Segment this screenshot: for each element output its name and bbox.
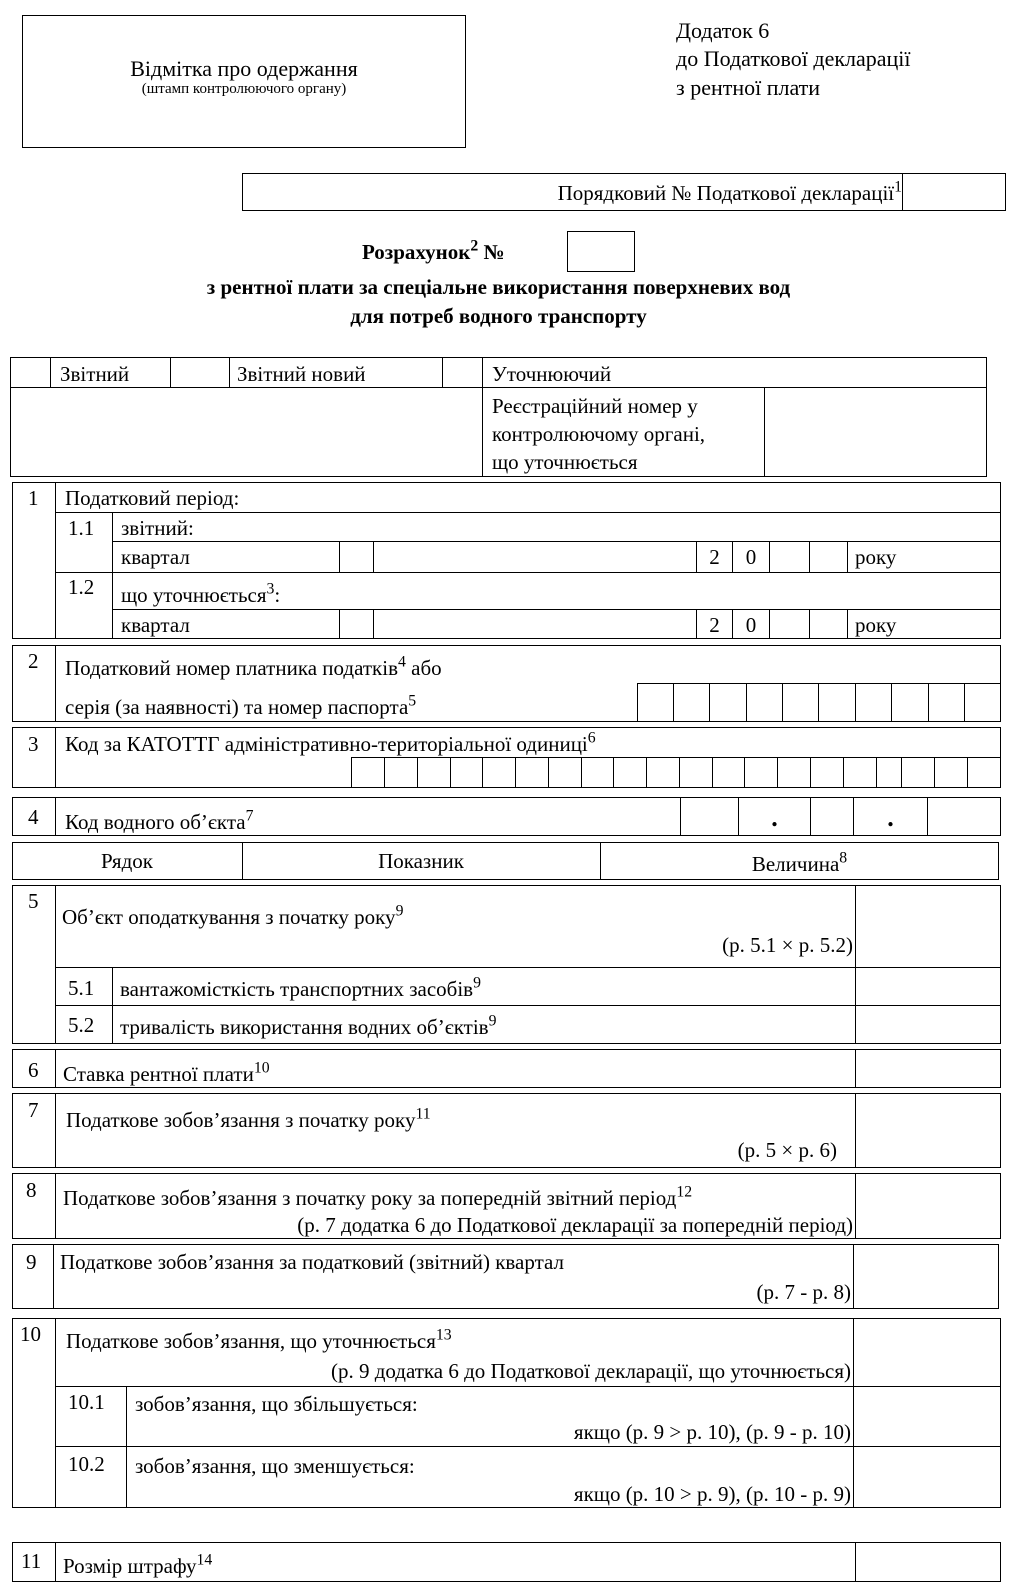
row-1-1-year-digit-2: 2	[709, 545, 720, 569]
row-11-value-field[interactable]	[857, 1544, 999, 1580]
row-10-label: Податкове зобов’язання, що уточнюється$^{13}$	[66, 1326, 452, 1353]
seq-number-field[interactable]	[904, 175, 1004, 209]
row-3-label: Код за КАТОТТГ адміністративно-територіальної одиниці$^6$	[65, 729, 596, 756]
row-1-2-label: що уточнюється$^3$:	[121, 580, 281, 607]
row-1-2-quarter-field[interactable]	[341, 611, 372, 638]
row-6-label: Ставка рентної плати$^{10}$	[63, 1059, 270, 1086]
row-9-label: Податкове зобов’язання за податковий (звітний) квартал	[60, 1250, 565, 1274]
row-10-1-label: зобов’язання, що збільшується:	[135, 1392, 418, 1416]
row-10-value-field[interactable]	[855, 1320, 999, 1385]
regno-label-2: контролюючому органі,	[492, 422, 706, 446]
row-1-2-year-digit-0: 0	[745, 613, 757, 637]
row-2-label-2: серія (за наявності) та номер паспорта$^5$	[65, 692, 417, 719]
row-1-2-year-digit-3-field[interactable]	[771, 611, 808, 638]
stamp-title: Відмітка про одержання	[130, 56, 358, 81]
seq-label: Порядковий № Податкової декларації$^1$	[557, 178, 902, 205]
row-5-2-label: тривалість використання водних об’єктів$^9$	[120, 1012, 497, 1039]
katottg-code-field[interactable]	[353, 759, 999, 787]
regno-label-3: що уточнюється	[492, 450, 638, 474]
row-5-1-label: вантажомісткість транспортних засобів$^9$	[120, 974, 481, 1001]
row-1-1-year-digit-4-field[interactable]	[811, 543, 846, 571]
taxpayer-number-field[interactable]	[639, 685, 999, 720]
row-2-num: 2	[28, 649, 39, 673]
header-row: Рядок	[101, 849, 153, 873]
row-8-formula: (р. 7 додатка 6 до Податкової декларації за попередній період)	[297, 1213, 853, 1237]
row-1-1-label: звітний:	[121, 516, 194, 540]
row-1-2-year-label: року	[855, 613, 897, 637]
row-5-1-value-field[interactable]	[857, 969, 999, 1004]
row-1-label: Податковий період:	[65, 486, 240, 510]
row-5-1-num: 5.1	[68, 976, 95, 1000]
reporting-checkbox[interactable]	[12, 359, 49, 386]
row-5-num: 5	[28, 889, 39, 913]
row-1-2-year-digit-4-field[interactable]	[811, 611, 846, 638]
row-11-label: Розмір штрафу$^{14}$	[63, 1551, 213, 1578]
reporting-label: Звітний	[60, 362, 130, 386]
reporting-new-checkbox[interactable]	[172, 359, 228, 386]
header-value: Величина$^8$	[751, 849, 848, 876]
row-7-value-field[interactable]	[857, 1095, 999, 1166]
row-1-1-year-label: року	[855, 545, 897, 569]
row-10-2-label: зобов’язання, що зменшується:	[135, 1454, 415, 1478]
regno-field[interactable]	[766, 389, 985, 475]
row-1-2-quarter-label: квартал	[121, 613, 190, 637]
reporting-new-label: Звітний новий	[237, 362, 366, 386]
water-code-part-2-field[interactable]	[812, 799, 852, 834]
row-2-label-1: Податковий номер платника податків$^4$ або	[65, 653, 442, 680]
row-9-value-field[interactable]	[855, 1246, 997, 1307]
row-1-1-quarter-field[interactable]	[341, 543, 372, 571]
row-10-1-num: 10.1	[68, 1390, 105, 1414]
row-6-value-field[interactable]	[857, 1051, 999, 1086]
row-7-label: Податкове зобов’язання з початку року$^{11}$	[66, 1105, 431, 1132]
row-5-formula: (р. 5.1 × р. 5.2)	[722, 933, 853, 957]
annex-line-3: з рентної плати	[676, 75, 821, 100]
annex-line-2: до Податкової декларації	[676, 46, 911, 71]
row-1-1-num: 1.1	[68, 516, 95, 540]
row-5-2-value-field[interactable]	[857, 1007, 999, 1042]
calc-number-field[interactable]	[567, 231, 635, 272]
row-11-num: 11	[21, 1549, 42, 1573]
row-10-formula: (р. 9 додатка 6 до Податкової декларації, що уточнюється)	[330, 1359, 851, 1383]
row-1-1-year-digit-3-field[interactable]	[771, 543, 808, 571]
calc-title: Розрахунок$^2$ №	[362, 237, 505, 264]
clarifying-label: Уточнюючий	[492, 362, 612, 386]
row-10-2-value-field[interactable]	[855, 1448, 999, 1506]
row-10-1-value-field[interactable]	[855, 1388, 999, 1445]
row-8-num: 8	[26, 1178, 37, 1202]
row-1-2-num: 1.2	[68, 575, 95, 599]
row-10-1-formula: якщо (р. 9 > р. 10), (р. 9 - р. 10)	[573, 1420, 851, 1444]
row-5-2-num: 5.2	[68, 1013, 95, 1037]
water-code-part-3-field[interactable]	[929, 799, 999, 834]
row-10-2-num: 10.2	[68, 1452, 105, 1476]
row-7-formula: (р. 5 × р. 6)	[737, 1138, 837, 1162]
row-5-label: Об’єкт оподаткування з початку року$^9$	[62, 902, 404, 929]
row-1-1-year-digit-0: 0	[745, 545, 757, 569]
row-7-num: 7	[28, 1098, 39, 1122]
row-9-num: 9	[26, 1250, 37, 1274]
row-5-value-field[interactable]	[857, 887, 999, 966]
header-indicator: Показник	[378, 849, 464, 873]
row-1-num: 1	[28, 486, 39, 510]
annex-line-1: Додаток 6	[676, 18, 770, 43]
row-8-value-field[interactable]	[857, 1175, 999, 1237]
water-code-part-1-field[interactable]	[682, 799, 737, 834]
calc-subtitle-1: з рентної плати за спеціальне використання поверхневих вод	[206, 275, 791, 299]
row-6-num: 6	[28, 1058, 39, 1082]
water-code-dot-2: .	[887, 803, 894, 832]
row-4-num: 4	[28, 805, 39, 829]
row-10-num: 10	[20, 1322, 41, 1346]
water-code-dot-1: .	[771, 803, 778, 832]
row-10-2-formula: якщо (р. 10 > р. 9), (р. 10 - р. 9)	[573, 1482, 851, 1506]
clarifying-checkbox[interactable]	[444, 359, 481, 386]
row-1-1-quarter-label: квартал	[121, 545, 190, 569]
regno-label-1: Реєстраційний номер у	[492, 394, 698, 418]
row-9-formula: (р. 7 - р. 8)	[756, 1280, 851, 1304]
row-3-num: 3	[28, 732, 39, 756]
row-4-label: Код водного об’єкта$^7$	[65, 807, 254, 834]
calc-subtitle-2: для потреб водного транспорту	[350, 304, 647, 328]
stamp-subtitle: (штамп контролюючого органу)	[141, 81, 347, 97]
row-1-2-year-digit-2: 2	[709, 613, 720, 637]
row-8-label: Податкове зобов’язання з початку року за попередній звітний період$^{12}$	[63, 1183, 693, 1210]
